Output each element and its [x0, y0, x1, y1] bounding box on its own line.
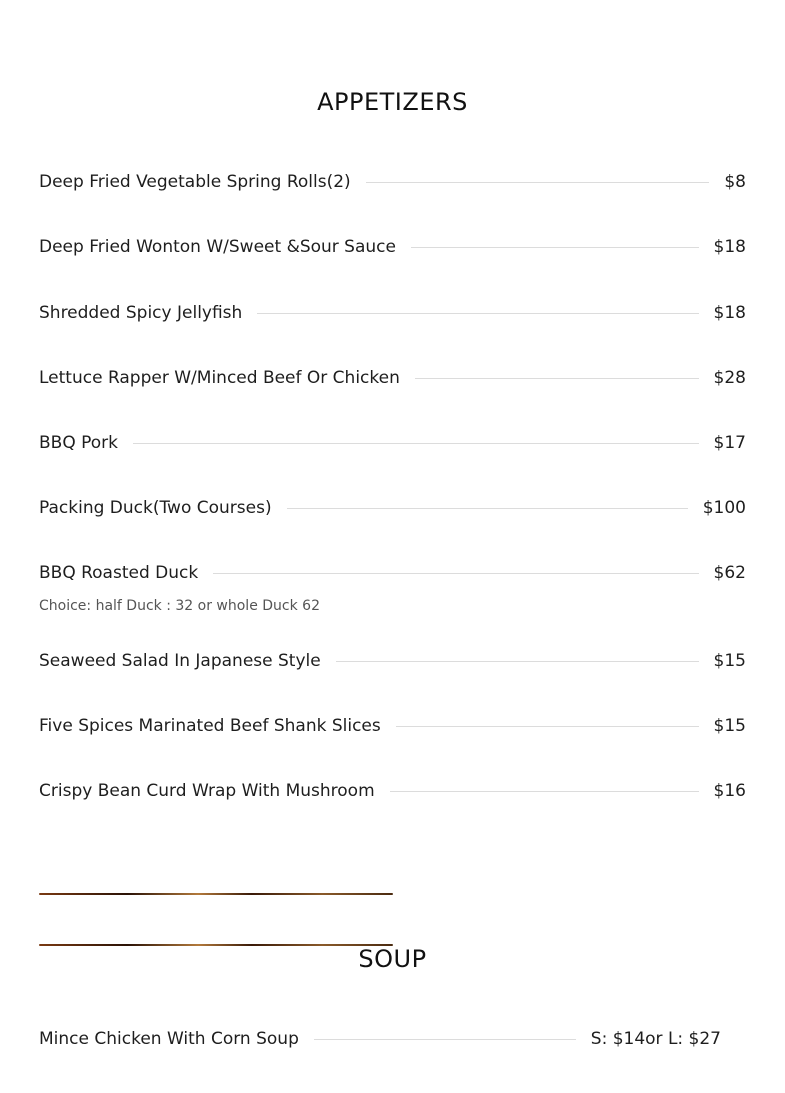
item-price: $8: [724, 172, 746, 192]
item-name: Seaweed Salad In Japanese Style: [39, 651, 321, 671]
dotted-leader: [411, 247, 699, 248]
item-price: $17: [713, 433, 746, 453]
item-name: BBQ Roasted Duck: [39, 563, 199, 583]
menu-item: [39, 713, 746, 739]
item-price: $15: [713, 651, 746, 671]
dotted-leader: [396, 726, 699, 727]
item-price: S: $14or L: $27: [590, 1029, 721, 1049]
page-title-soup: SOUP: [358, 945, 427, 973]
menu-item: [39, 300, 746, 326]
item-name: Crispy Bean Curd Wrap With Mushroom: [39, 781, 375, 801]
menu-item: [39, 648, 746, 674]
item-name: Shredded Spicy Jellyfish: [39, 303, 243, 323]
dotted-leader: [314, 1039, 576, 1040]
section-divider-top: [39, 893, 393, 895]
dotted-leader: [133, 443, 699, 444]
dotted-leader: [415, 378, 699, 379]
item-price: $18: [713, 303, 746, 323]
item-name: Lettuce Rapper W/Minced Beef Or Chicken: [39, 368, 400, 388]
item-price: $15: [713, 716, 746, 736]
dotted-leader: [390, 791, 699, 792]
dotted-leader: [257, 313, 698, 314]
dotted-leader: [213, 573, 698, 574]
item-price: $16: [713, 781, 746, 801]
item-name: Deep Fried Vegetable Spring Rolls(2): [39, 172, 351, 192]
menu-item: [39, 560, 746, 586]
item-price: $62: [713, 563, 746, 583]
dotted-leader: [366, 182, 710, 183]
item-name: Five Spices Marinated Beef Shank Slices: [39, 716, 381, 736]
item-name: Deep Fried Wonton W/Sweet &Sour Sauce: [39, 237, 396, 257]
item-price: $18: [713, 237, 746, 257]
dotted-leader: [336, 661, 699, 662]
menu-item: [39, 365, 746, 391]
menu-item: [39, 430, 746, 456]
page-title-appetizers: APPETIZERS: [317, 88, 468, 116]
item-note: Choice: half Duck : 32 or whole Duck 62: [39, 598, 320, 614]
item-price: $100: [702, 498, 746, 518]
item-name: BBQ Pork: [39, 433, 118, 453]
item-name: Mince Chicken With Corn Soup: [39, 1029, 299, 1049]
menu-item: [39, 169, 746, 195]
menu-item: [39, 1026, 721, 1052]
menu-item: [39, 778, 746, 804]
dotted-leader: [287, 508, 688, 509]
menu-item: [39, 234, 746, 260]
item-name: Packing Duck(Two Courses): [39, 498, 272, 518]
menu-item: [39, 495, 746, 521]
item-price: $28: [713, 368, 746, 388]
